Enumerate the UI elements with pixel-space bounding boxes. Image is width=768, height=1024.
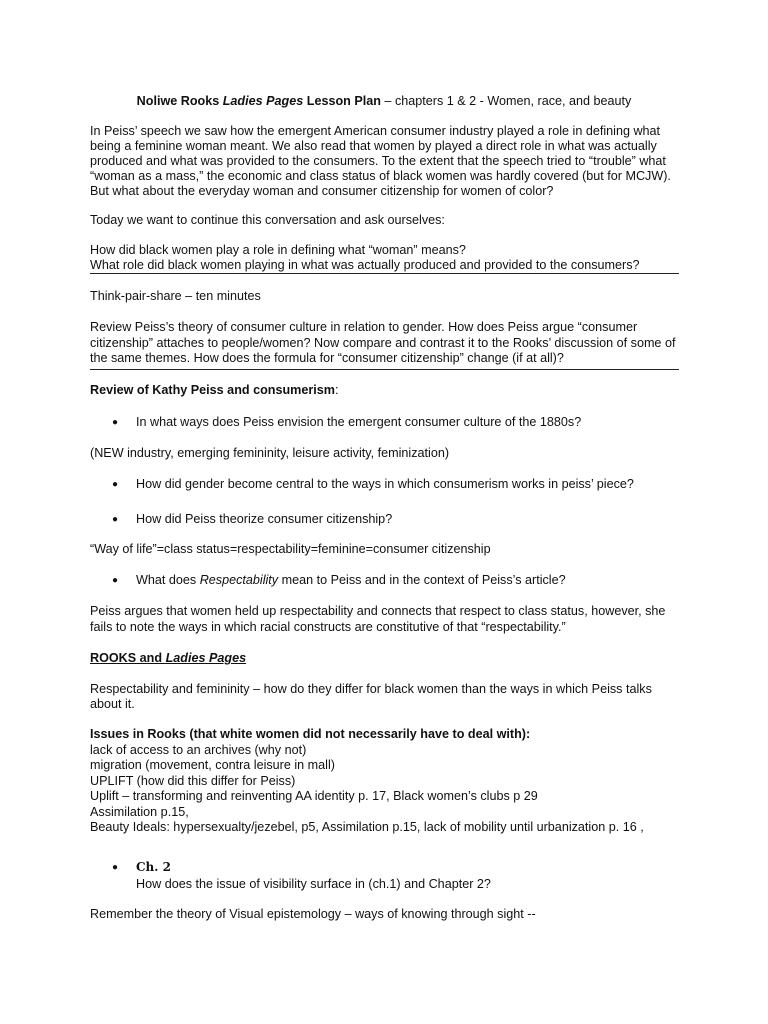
issues-heading: Issues in Rooks (that white women did not necessarily have to deal with):	[90, 727, 531, 741]
ch2-question: How does the issue of visibility surface in (ch.1) and Chapter 2?	[136, 877, 491, 891]
title-author: Noliwe Rooks	[136, 94, 220, 108]
issue-item: Assimilation p.15,	[90, 804, 189, 819]
bullet-icon: ●	[112, 514, 119, 525]
ch2-label: Ch. 2	[136, 860, 171, 874]
issue-item: UPLIFT (how did this differ for Peiss)	[90, 773, 296, 788]
way-of-life-line: “Way of life”=class status=respectability=feminine=consumer citizenship	[90, 542, 491, 556]
issue-item: Uplift – transforming and reinventing AA identity p. 17, Black women’s clubs p 29	[90, 789, 538, 803]
bullet-icon: ●	[112, 862, 119, 873]
issue-item: lack of access to an archives (why not)	[90, 742, 307, 757]
bullet-icon: ●	[112, 575, 119, 586]
think-pair-share: Think-pair-share – ten minutes	[90, 289, 261, 303]
issue-item: Beauty Ideals: hypersexualty/jezebel, p5, Assimilation p.15, lack of mobility until urbanization p. 16 ,	[90, 820, 644, 834]
rooks-heading: ROOKS and Ladies Pages	[90, 651, 247, 665]
new-industry-line: (NEW industry, emerging femininity, leisure activity, feminization)	[90, 446, 450, 460]
divider-1	[90, 273, 679, 274]
peiss-argues-paragraph: Peiss argues that women held up respectability and connects that respect to class status, however, she fails to note the ways in which racial constructs are constitutive of that “respectability.”	[90, 604, 666, 634]
intro-paragraph: In Peiss’ speech we saw how the emergent American consumer industry played a role in defining what being a feminine woman meant. We also read that women by played a direct role in what was actually produced and what was provided to the consumers. To the extent that the speech tried to “trouble” what “woman as a mass,” the economic and class status of black women was hardly covered (but for MCJW). But what about the everyday woman and consumer citizenship for women of color?	[90, 124, 671, 198]
review-heading: Review of Kathy Peiss and consumerism:	[90, 383, 339, 397]
guiding-questions: How did black women play a role in defining what “woman” means? What role did black women playing in what was actually produced and provided to the consumers?	[90, 243, 640, 272]
bullet-icon: ●	[112, 479, 119, 490]
lesson-title	[0, 94, 768, 109]
divider-2	[90, 369, 679, 370]
title-lesson: Lesson Plan	[306, 94, 381, 108]
issue-item: migration (movement, contra leisure in mall)	[90, 758, 335, 772]
title-rest: – chapters 1 & 2 - Women, race, and beauty	[380, 94, 632, 108]
title-book: Ladies Pages	[222, 94, 304, 108]
today-line: Today we want to continue this conversation and ask ourselves:	[90, 213, 445, 227]
bullet-icon: ●	[112, 417, 119, 428]
review-paragraph: Review Peiss’s theory of consumer culture in relation to gender. How does Peiss argue “consumer citizenship” attaches to people/women? Now compare and contrast it to the Rooks’ discussion of some of the same themes. How does the formula for “consumer citizenship” change (if at all)?	[90, 320, 676, 365]
document-page: Noliwe Rooks Ladies Pages Lesson Plan – chapters 1 & 2 - Women, race, and beauty In Peiss’ speech we saw how the emergent American consumer industry played a role in defining what being a feminine woman meant. We also read that women by played a direct role in what was actually produced and what was provided to the consumers. To the extent that the speech tried to “trouble” what “woman as a mass,” the economic and class status of black women was hardly covered (but for MCJW). But what about the everyday woman and consumer citizenship for women of color? Today we want to continue this conversation and ask ourselves: How did black women play a role in defining what “woman” means? What role did black women playing in what was actually produced and provided to the consumers? Think-pair-share – ten minutes Review Peiss’s theory of consumer culture in relation to gender. How does Peiss argue “consumer citizenship” attaches to people/women? Now compare and contrast it to the Rooks’ discussion of some of the same themes. How does the formula for “consumer citizenship” change (if at all)? Review of Kathy Peiss and consumerism: ● In what ways does Peiss envision the emergent consumer culture of the 1880s? (NEW industry, emerging femininity, leisure activity, feminization) ● How did gender become central to the ways in which consumerism works in peiss’ piece? ● How did Peiss theorize consumer citizenship? “Way of life”=class status=respectability=feminine=consumer citizenship ● What does Respectability mean to Peiss and in the context of Peiss’s article? Peiss argues that women held up respectability and connects that respect to class status, however, she fails to note the ways in which racial constructs are constitutive of that “respectability.” ROOKS and Ladies Pages Respectability and femininity – how do they differ for black women than the ways in which Peiss talks about it. Issues in Rooks (that white women did not necessarily have to deal with): lack of access to an archives (why not) migration (movement, contra leisure in mall) UPLIFT (how did this differ for Peiss) Uplift – transforming and reinventing AA identity p. 17, Black women’s clubs p 29 Assimilation p.15, Beauty Ideals: hypersexualty/jezebel, p5, Assimilation p.15, lack of mobility until urbanization p. 16 , ● Ch. 2 How does the issue of visibility surface in (ch.1) and Chapter 2? Remember the theory of Visual epistemology – ways of knowing through sight --	[0, 0, 768, 1024]
remember-line: Remember the theory of Visual epistemology – ways of knowing through sight --	[90, 907, 536, 921]
respectability-femininity-paragraph: Respectability and femininity – how do they differ for black women than the ways in which Peiss talks about it.	[90, 682, 652, 711]
issues-list	[90, 727, 690, 836]
